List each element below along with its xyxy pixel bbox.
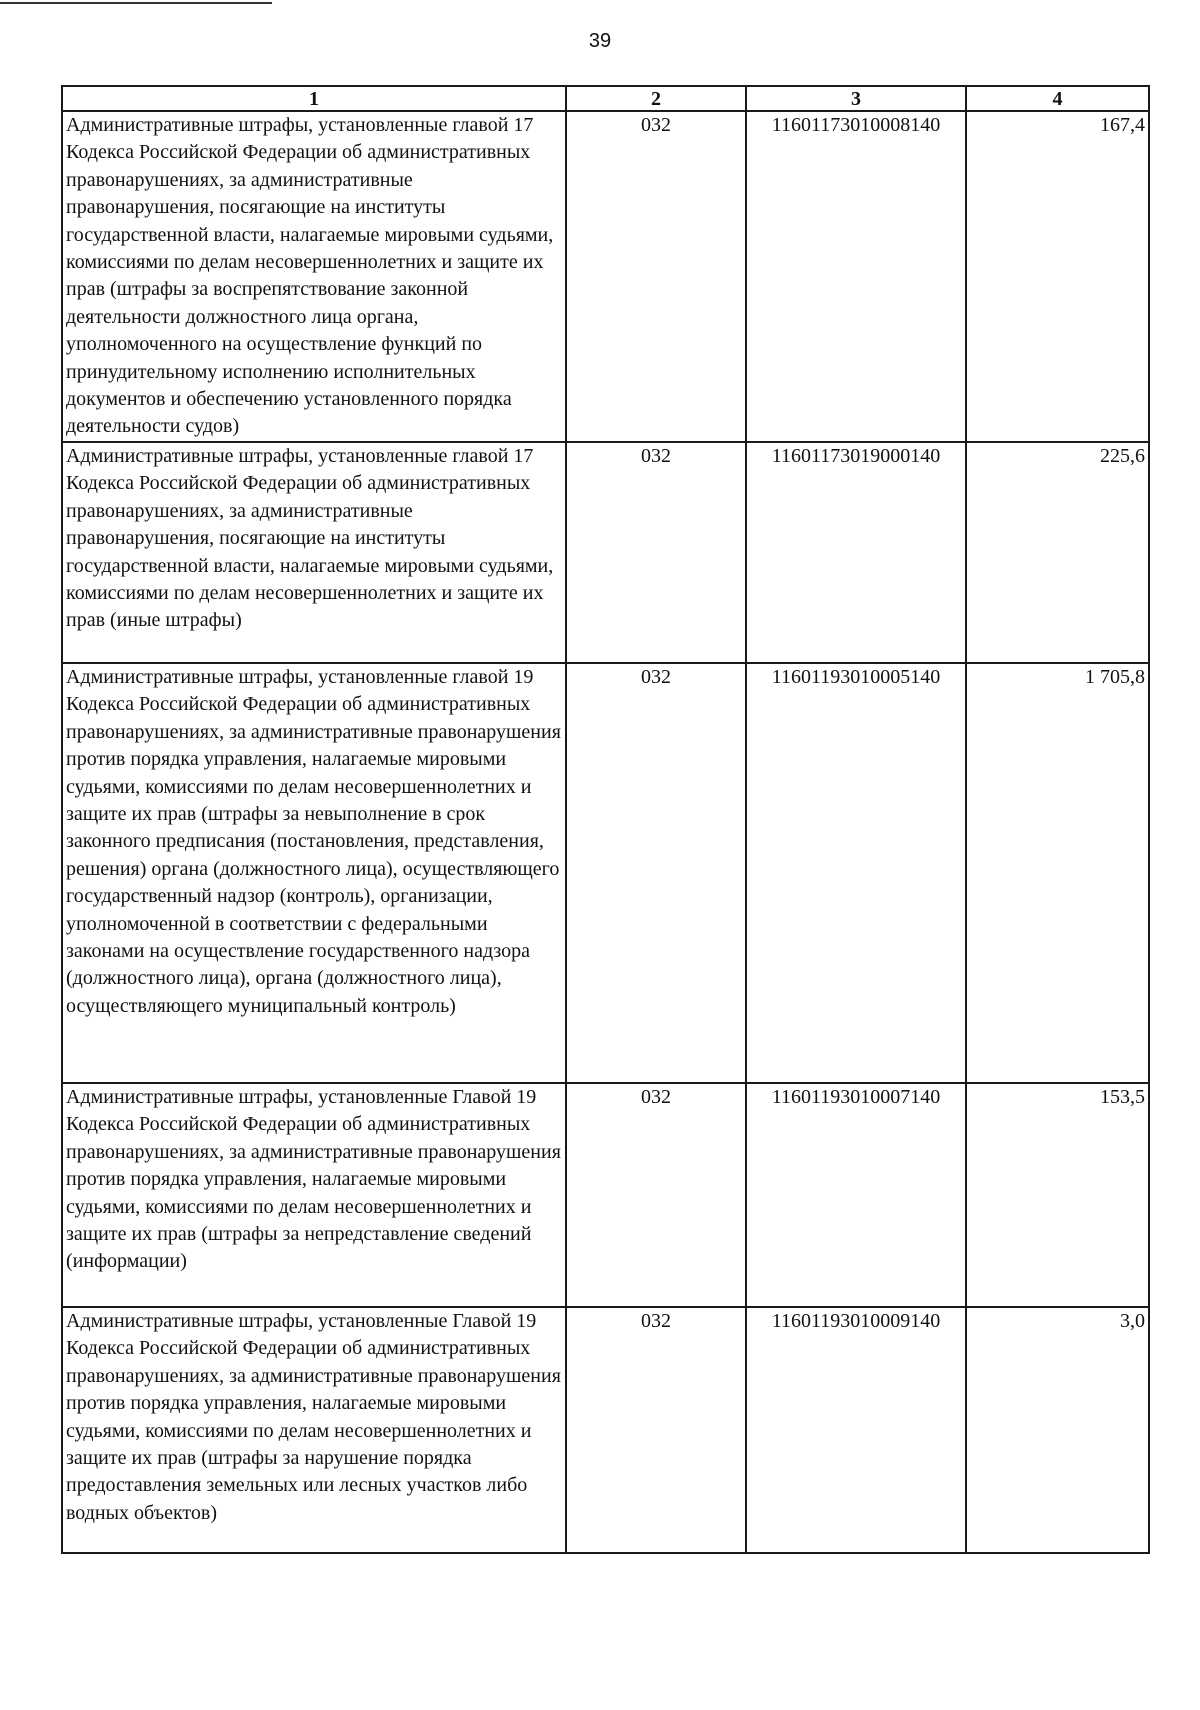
column-header-2: 2: [566, 86, 746, 111]
row-kbk-code: 11601193010007140: [746, 1083, 966, 1307]
budget-table: [61, 85, 1150, 1554]
row-description: Административные штрафы, установленные главой 17 Кодекса Российской Федерации об административных правонарушениях, за административные правонарушения, посягающие на институты государственной власти, налагаемые мировыми судьями, комиссиями по делам несовершеннолетних и защите их прав (штрафы за воспрепятствование законной деятельности должностного лица органа, уполномоченного на осуществление функций по принудительному исполнению исполнительных документов и обеспечению установленного порядка деятельности судов): [62, 111, 566, 442]
row-kbk-code: 11601173010008140: [746, 111, 966, 442]
row-admin-code: 032: [566, 442, 746, 663]
table-row: [62, 1083, 1149, 1307]
row-kbk-code: 11601173019000140: [746, 442, 966, 663]
table-row: [62, 442, 1149, 663]
table-row: [62, 1307, 1149, 1553]
row-amount: 3,0: [966, 1307, 1149, 1553]
row-amount: 153,5: [966, 1083, 1149, 1307]
page-number: 39: [588, 30, 612, 52]
row-kbk-code: 11601193010009140: [746, 1307, 966, 1553]
table-row: [62, 663, 1149, 1083]
row-admin-code: 032: [566, 1083, 746, 1307]
row-admin-code: 032: [566, 1307, 746, 1553]
table-header-row: [62, 86, 1149, 111]
row-admin-code: 032: [566, 663, 746, 1083]
row-description: Административные штрафы, установленные Главой 19 Кодекса Российской Федерации об административных правонарушениях, за административные правонарушения против порядка управления, налагаемые мировыми судьями, комиссиями по делам несовершеннолетних и защите их прав (штрафы за непредставление сведений (информации): [62, 1083, 566, 1307]
row-amount: 167,4: [966, 111, 1149, 442]
column-header-1: 1: [62, 86, 566, 111]
row-description: Административные штрафы, установленные Главой 19 Кодекса Российской Федерации об административных правонарушениях, за административные правонарушения против порядка управления, налагаемые мировыми судьями, комиссиями по делам несовершеннолетних и защите их прав (штрафы за нарушение порядка предоставления земельных или лесных участков либо водных объектов): [62, 1307, 566, 1553]
column-header-4: 4: [966, 86, 1149, 111]
row-description: Административные штрафы, установленные главой 17 Кодекса Российской Федерации об административных правонарушениях, за административные правонарушения, посягающие на институты государственной власти, налагаемые мировыми судьями, комиссиями по делам несовершеннолетних и защите их прав (иные штрафы): [62, 442, 566, 663]
row-admin-code: 032: [566, 111, 746, 442]
column-header-3: 3: [746, 86, 966, 111]
row-amount: 1 705,8: [966, 663, 1149, 1083]
row-amount: 225,6: [966, 442, 1149, 663]
row-description: Административные штрафы, установленные главой 19 Кодекса Российской Федерации об административных правонарушениях, за административные правонарушения против порядка управления, налагаемые мировыми судьями, комиссиями по делам несовершеннолетних и защите их прав (штрафы за невыполнение в срок законного предписания (постановления, представления, решения) органа (должностного лица), осуществляющего государственный надзор (контроль), организации, уполномоченной в соответствии с федеральными законами на осуществление государственного надзора (должностного лица), органа (должностного лица), осуществляющего муниципальный контроль): [62, 663, 566, 1083]
table-row: [62, 111, 1149, 442]
row-kbk-code: 11601193010005140: [746, 663, 966, 1083]
scan-edge-rule: [0, 2, 272, 4]
